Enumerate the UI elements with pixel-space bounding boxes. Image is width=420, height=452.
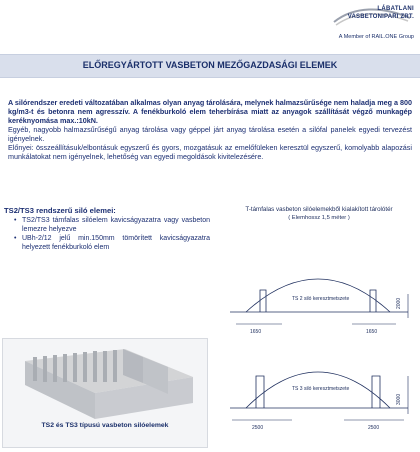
bullet-icon: • (14, 235, 17, 242)
silo-photo-illustration (3, 339, 207, 447)
bullet-item (14, 235, 210, 252)
ts2-label: TS 2 siló keresztmetszete (292, 296, 350, 302)
title-bar (0, 54, 420, 78)
ts2-width-left: 1650 (250, 329, 262, 335)
silo-diagram (220, 200, 418, 448)
ts2-cross-section (230, 279, 408, 335)
bullet-item (14, 217, 210, 234)
ts2-height: 2000 (396, 297, 402, 309)
member-text: A Member of RAIL.ONE Group (338, 34, 414, 40)
intro-paragraph-3: Előnyei: összeállításuk/elbontásuk egyszerű és gyors, mozgatásuk az emelőfüleken keresztül egyszerű, komolyabb alapozási munkálatokat nem igényelnek, lehetőség van egyedi megoldások kivitelezésére. (8, 143, 412, 161)
silo-elements-panel (4, 206, 210, 334)
header (0, 0, 420, 46)
product-photo (2, 338, 208, 448)
ts2-width-right: 1650 (366, 329, 378, 335)
ts3-label: TS 3 siló keresztmetszete (292, 386, 350, 392)
ts3-right-wall (372, 376, 380, 408)
ts3-left-wall (256, 376, 264, 408)
bullet-text: UBh-2/12 jelű min.150mm tömörített kavicságyazatra helyezett fenékburkoló elem (22, 235, 210, 251)
photo-caption: TS2 és TS3 típusú vasbeton silóelemek (41, 422, 169, 429)
diagram-svg (220, 200, 418, 448)
diagram-subtitle: ( Elemhossz 1,5 méter ) (288, 215, 350, 221)
ts3-cross-section (230, 372, 408, 431)
ts3-width-right: 2500 (368, 425, 380, 431)
ts2-right-wall (370, 290, 376, 312)
diagram-title: T-támfalas vasbeton silóelemekből kialakított tárolótér (245, 206, 393, 213)
bullet-icon: • (14, 217, 17, 224)
ts3-height: 3000 (396, 393, 402, 405)
ts2-left-wall (260, 290, 266, 312)
intro-paragraph-2: Egyéb, nagyobb halmazsűrűségű anyag tárolása vagy géppel járt anyag tárolása esetén a silófal panelek egyedi tervezést igényelnek. (8, 125, 412, 143)
intro-paragraph-1: A silórendszer eredeti változatában alkalmas olyan anyag tárolására, melynek halmazsűrűsége nem haladja meg a 800 kg/m3-t és betonra nem agresszív. A fenékburkoló elem teherbírása miatt az anyagok szállítását végző munkagép keréknyomása max.:10kN. (8, 98, 413, 125)
bullet-text: TS2/TS3 támfalas silóelem kavicságyazatra vagy vasbeton lemezre helyezve (22, 217, 210, 233)
logo-line-1: LÁBATLANI (377, 6, 414, 12)
panel-title: TS2/TS3 rendszerű siló elemei: (4, 206, 116, 215)
ts3-width-left: 2500 (252, 425, 264, 431)
page-title: ELŐREGYÁRTOTT VASBETON MEZŐGAZDASÁGI ELEMEK (82, 60, 338, 70)
intro-text (8, 98, 412, 161)
logo-line-2: VASBETONIPARI ZRT. (347, 14, 414, 20)
